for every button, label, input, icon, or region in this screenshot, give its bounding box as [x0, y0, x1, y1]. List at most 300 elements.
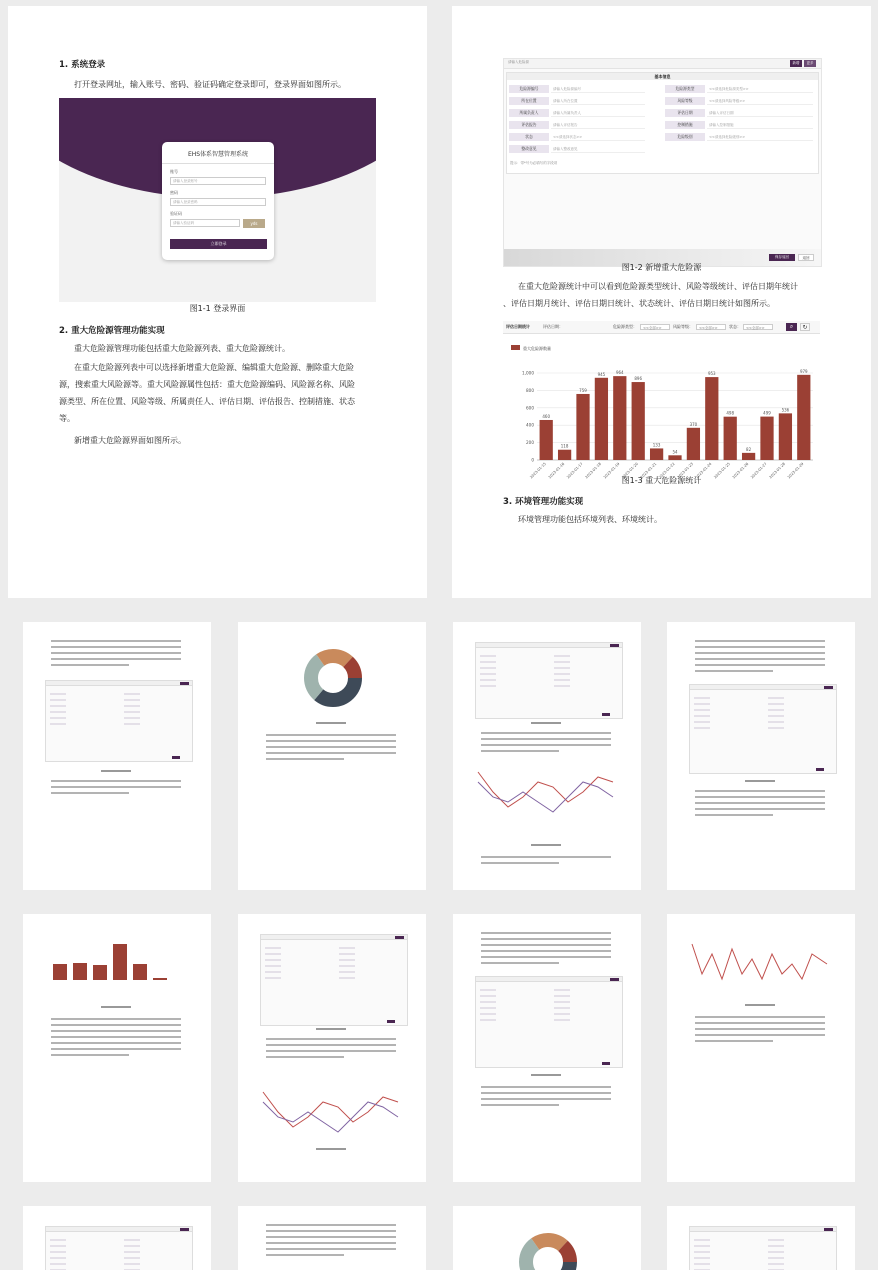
mini-field [50, 1257, 66, 1259]
field-label: 所在位置 [509, 97, 549, 105]
text-line [266, 1224, 396, 1226]
field-label: 所属负责人 [509, 109, 549, 117]
thumbnail-page [667, 1206, 855, 1270]
mini-line-chart [687, 934, 837, 988]
paragraph-5: 环境管理功能包括环境列表、环境统计。 [518, 515, 662, 524]
field-label: 评估日期 [665, 109, 705, 117]
section-1-text: 打开登录网址，输入账号、密码、验证码确定登录即可，登录界面如图所示。 [74, 80, 346, 89]
bar [797, 375, 810, 460]
x-tick-label: 2023-01-27 [750, 461, 768, 480]
mini-field [50, 717, 66, 719]
data-label: 964 [615, 370, 624, 376]
y-tick-label: 400 [526, 422, 534, 428]
thumbnail-page [453, 1206, 641, 1270]
mini-field [768, 703, 784, 705]
text-line [481, 1098, 611, 1100]
thumbnail-page [23, 1206, 211, 1270]
mini-field [480, 667, 496, 669]
text-line [266, 1242, 396, 1244]
text-line [266, 1248, 396, 1250]
text-line [481, 950, 611, 952]
text-line [481, 744, 611, 746]
level-filter-select[interactable]: <<全部>> [696, 324, 726, 330]
text-line [266, 758, 344, 760]
measures-input[interactable]: 请输入控制措施 [707, 121, 813, 129]
text-line [51, 664, 129, 666]
mini-button [824, 686, 833, 689]
text-line [266, 1038, 396, 1040]
field-label: 危险源类型 [665, 85, 705, 93]
text-line [51, 1048, 181, 1050]
mini-field [768, 1245, 784, 1247]
mini-form [475, 976, 623, 1068]
paragraph-1: 重大危险源管理功能包括重大危险源列表、重大危险源统计。 [74, 344, 290, 353]
mini-donut-chart [473, 1222, 623, 1270]
data-label: 953 [707, 371, 716, 377]
hazard-statistics-chart [503, 321, 820, 491]
bar [613, 376, 626, 460]
mini-field [480, 1001, 496, 1003]
x-tick-label: 2023-01-17 [566, 461, 584, 480]
mini-field [124, 717, 140, 719]
text-line [481, 1086, 611, 1088]
stats-tab[interactable]: 评估日期统计 [506, 324, 530, 329]
login-screenshot [59, 98, 376, 302]
text-line [481, 1104, 559, 1106]
refresh-icon[interactable]: ↻ [800, 323, 810, 331]
data-label: 54 [672, 449, 678, 455]
mini-field [694, 727, 710, 729]
figure-1-3-caption: 图1-3 重大危险源统计 [621, 476, 702, 485]
password-label: 密码 [170, 190, 178, 195]
mini-field [265, 965, 281, 967]
mini-field [480, 1013, 496, 1015]
thumbnail-page [238, 1206, 426, 1270]
text-line [51, 1030, 181, 1032]
thumbnail-page [238, 622, 426, 890]
mini-button [610, 644, 619, 647]
basic-info-panel [506, 72, 819, 174]
text-line [695, 1022, 825, 1024]
text-line [266, 1044, 396, 1046]
mini-field [480, 655, 496, 657]
x-tick-label: 2023-01-25 [713, 461, 731, 480]
text-line [481, 956, 611, 958]
mini-form-header [690, 1227, 836, 1232]
status-filter-select[interactable]: <<全部>> [743, 324, 773, 330]
document-page-2 [452, 6, 871, 598]
mini-field [554, 655, 570, 657]
text-line [695, 790, 825, 792]
text-line [481, 938, 611, 940]
mini-form [689, 684, 837, 774]
field-label: 风险等级 [665, 97, 705, 105]
location-input[interactable]: 请输入所在位置 [551, 97, 645, 105]
thumbnail-page [238, 914, 426, 1182]
thumbnail-page [667, 622, 855, 890]
mini-caption [101, 1006, 131, 1008]
text-line [266, 1236, 396, 1238]
mini-field [124, 1245, 140, 1247]
mini-field [265, 953, 281, 955]
mini-caption [745, 1004, 775, 1006]
bar [558, 450, 571, 460]
field-label: 危险源编号 [509, 85, 549, 93]
mini-form-header [46, 1227, 192, 1232]
figure-1-2-caption: 图1-2 新增重大危险源 [621, 263, 702, 272]
mini-field [480, 673, 496, 675]
data-label: 133 [652, 442, 661, 448]
text-line [51, 1024, 181, 1026]
y-tick-label: 1,000 [522, 370, 534, 376]
text-line [51, 652, 181, 654]
section-3-title: 3. 环境管理功能实现 [503, 497, 584, 507]
bar [760, 417, 773, 460]
text-line [51, 1018, 181, 1020]
bar [650, 448, 663, 460]
mini-form-header [690, 685, 836, 690]
text-line [51, 1036, 181, 1038]
thumbnail-page [23, 622, 211, 890]
text-line [695, 814, 773, 816]
mini-field [694, 1257, 710, 1259]
bar [632, 382, 645, 460]
x-tick-label: 2023-01-18 [584, 461, 603, 480]
x-tick-label: 2023-01-28 [768, 461, 787, 480]
x-tick-label: 2023-01-21 [639, 461, 658, 480]
mini-field [339, 971, 355, 973]
mini-form-header [261, 935, 407, 940]
mini-field [768, 715, 784, 717]
text-line [51, 646, 181, 648]
data-label: 460 [542, 413, 551, 419]
text-line [695, 646, 825, 648]
search-input[interactable]: 请输入危险源 [508, 60, 529, 64]
mini-field [124, 711, 140, 713]
text-line [481, 750, 559, 752]
text-line [481, 944, 611, 946]
mini-field [50, 693, 66, 695]
bar [779, 413, 792, 460]
paragraph-4-line-2: 、评估日期月统计、评估日期日统计、状态统计、评估日期日统计如图所示。 [503, 299, 775, 308]
thumbnail-page [453, 914, 641, 1182]
thumbnail-page [667, 914, 855, 1182]
text-line [51, 786, 181, 788]
mini-field [554, 679, 570, 681]
mini-field [694, 1251, 710, 1253]
mini-field [694, 709, 710, 711]
mini-field [480, 989, 496, 991]
paragraph-3: 新增重大危险源界面如图所示。 [74, 436, 186, 445]
save-return-button[interactable]: 保存返回 [769, 254, 795, 261]
paragraph-4-line-1: 在重大危险源统计中可以看到危险源类型统计、风险等级统计、评估日期年统计 [518, 282, 798, 291]
password-input[interactable]: 请输入登录密码 [170, 198, 266, 206]
text-line [695, 664, 825, 666]
paragraph-2-line-2: 源，搜索重大风险源等。重大风险源属性包括：重大危险源编码、风险源名称、风险 [59, 380, 355, 389]
data-label: 118 [560, 443, 569, 449]
mini-field [694, 715, 710, 717]
mini-field [554, 989, 570, 991]
advice-input[interactable]: 请输入整改意见 [551, 145, 645, 153]
text-line [266, 734, 396, 736]
risk-level-select[interactable]: <<请选择风险等级>> [707, 97, 813, 105]
bar [705, 377, 718, 460]
mini-field [694, 1239, 710, 1241]
mini-field [554, 1019, 570, 1021]
mini-field [554, 1001, 570, 1003]
mini-field [480, 995, 496, 997]
mini-field [480, 679, 496, 681]
mini-field [124, 1239, 140, 1241]
mini-save-button [387, 1020, 395, 1023]
mini-field [50, 1251, 66, 1253]
mini-caption [101, 770, 131, 772]
mini-form-header [46, 681, 192, 686]
type-filter-select[interactable]: <<全部>> [640, 324, 670, 330]
text-line [266, 1230, 396, 1232]
mini-caption [316, 1148, 346, 1150]
data-label: 499 [763, 410, 771, 416]
bar [742, 453, 755, 460]
mini-field [124, 693, 140, 695]
captcha-image[interactable]: yds [243, 219, 265, 228]
mini-field [124, 705, 140, 707]
x-tick-label: 2023-01-26 [731, 461, 750, 480]
mini-field [694, 697, 710, 699]
type-filter-label: 危险源类型： [613, 324, 637, 329]
bar [668, 455, 681, 460]
text-line [695, 670, 773, 672]
field-label: 评估报告 [509, 121, 549, 129]
login-button[interactable]: 立即登录 [170, 239, 267, 249]
text-line [51, 1054, 129, 1056]
mini-form [45, 680, 193, 762]
mini-field [339, 959, 355, 961]
mini-field [50, 711, 66, 713]
mini-field [124, 1251, 140, 1253]
text-line [266, 746, 396, 748]
mini-field [768, 697, 784, 699]
owner-input[interactable]: 请输入所属负责人 [551, 109, 645, 117]
mini-field [265, 971, 281, 973]
section-1-title: 1. 系统登录 [59, 60, 106, 70]
mini-field [339, 953, 355, 955]
mini-form-header [476, 977, 622, 982]
mini-donut-chart [258, 638, 408, 722]
mini-field [694, 1245, 710, 1247]
legend-label: 重大危险源数量 [523, 346, 551, 351]
data-label: 370 [689, 421, 698, 427]
hazard-type-select[interactable]: <<请选择危险源类型>> [707, 85, 813, 93]
mini-line-chart [258, 1082, 408, 1141]
level-filter-label: 风险等级： [673, 324, 693, 329]
y-tick-label: 0 [531, 457, 534, 463]
text-line [266, 1056, 344, 1058]
mini-field [694, 1263, 710, 1265]
text-line [695, 1040, 773, 1042]
mini-button [824, 1228, 833, 1231]
mini-form [475, 642, 623, 719]
mini-field [339, 947, 355, 949]
login-card [162, 142, 274, 260]
text-line [695, 658, 825, 660]
mini-field [554, 667, 570, 669]
captcha-input[interactable]: 请输入验证码 [170, 219, 240, 227]
mini-field [50, 699, 66, 701]
data-label: 896 [634, 376, 643, 382]
account-label: 账号 [170, 169, 178, 174]
text-line [266, 1254, 344, 1256]
mini-save-button [602, 713, 610, 716]
text-line [695, 796, 825, 798]
status-select[interactable]: <<请选择状态>> [551, 133, 645, 141]
mini-form [260, 934, 408, 1026]
eval-date-input[interactable]: 请输入评估日期 [707, 109, 813, 117]
mini-field [265, 959, 281, 961]
field-label: 状态 [509, 133, 549, 141]
mini-caption [531, 722, 561, 724]
back-button[interactable]: 返回 [798, 254, 814, 261]
mini-field [124, 699, 140, 701]
x-tick-label: 2023-01-19 [602, 461, 621, 480]
mini-field [480, 685, 496, 687]
paragraph-2-line-1: 在重大危险源列表中可以选择新增重大危险源、编辑重大危险源、删除重大危险 [74, 363, 354, 372]
x-tick-label: 2023-01-20 [621, 461, 639, 480]
mini-save-button [602, 1062, 610, 1065]
mini-caption [316, 722, 346, 724]
text-line [481, 1092, 611, 1094]
mini-field [554, 995, 570, 997]
mini-field [50, 705, 66, 707]
mini-field [768, 1251, 784, 1253]
mini-field [554, 685, 570, 687]
date-filter-label: 评估日期： [543, 324, 563, 329]
bar [576, 394, 589, 460]
mini-field [124, 723, 140, 725]
mini-field [768, 1263, 784, 1265]
figure-1-1-caption: 图1-1 登录界面 [189, 304, 246, 313]
bar [595, 378, 608, 460]
mini-caption [531, 844, 561, 846]
captcha-label: 验证码 [170, 211, 182, 216]
document-page-1 [8, 6, 427, 598]
mini-field [480, 661, 496, 663]
thumbnail-page [453, 622, 641, 890]
mini-button [180, 682, 189, 685]
required-note: 提示：带*号为必填写的字段项 [510, 161, 558, 165]
y-tick-label: 800 [526, 387, 534, 393]
mini-button [180, 1228, 189, 1231]
text-line [695, 802, 825, 804]
mini-caption [745, 780, 775, 782]
x-tick-label: 2023-01-29 [786, 461, 805, 480]
status-filter-label: 状态： [729, 324, 741, 329]
text-line [695, 1028, 825, 1030]
text-line [266, 740, 396, 742]
data-label: 82 [746, 446, 752, 452]
bar [687, 428, 700, 460]
account-input[interactable]: 请输入登录账号 [170, 177, 266, 185]
mini-field [265, 947, 281, 949]
mini-field [768, 1239, 784, 1241]
bar [540, 420, 553, 460]
field-label: 整改意见 [509, 145, 549, 153]
mini-form [45, 1226, 193, 1270]
text-line [481, 856, 611, 858]
hazard-grade-select[interactable]: <<请选择危险级别>> [707, 133, 813, 141]
text-line [481, 962, 559, 964]
text-line [266, 752, 396, 754]
data-label: 759 [579, 387, 587, 393]
mini-field [554, 1007, 570, 1009]
text-line [695, 1034, 825, 1036]
data-label: 945 [597, 371, 606, 377]
text-line [51, 658, 181, 660]
mini-field [124, 1257, 140, 1259]
text-line [481, 732, 611, 734]
thumbnail-page [23, 914, 211, 1182]
text-line [51, 640, 181, 642]
bar-chart [503, 333, 820, 491]
bar [724, 417, 737, 460]
y-tick-label: 600 [526, 405, 534, 411]
text-line [481, 738, 611, 740]
text-line [695, 1016, 825, 1018]
mini-button [610, 978, 619, 981]
mini-field [768, 727, 784, 729]
search-icon[interactable]: ⌕ [786, 323, 797, 331]
x-tick-label: 2023-01-15 [529, 461, 547, 480]
x-tick-label: 2023-01-16 [547, 461, 566, 480]
x-tick-label: 2023-01-24 [694, 461, 713, 480]
divider [162, 163, 274, 164]
mini-field [554, 673, 570, 675]
mini-field [50, 1263, 66, 1265]
text-line [695, 640, 825, 642]
field-label: 危险级别 [665, 133, 705, 141]
mini-field [480, 1019, 496, 1021]
mini-field [768, 721, 784, 723]
mini-bar-chart [43, 934, 193, 988]
paragraph-2-line-4: 等。 [59, 414, 75, 423]
report-input[interactable]: 请输入评估报告 [551, 121, 645, 129]
mini-field [265, 977, 281, 979]
section-2-title: 2. 重大危险源管理功能实现 [59, 326, 165, 336]
mini-field [50, 1239, 66, 1241]
mini-save-button [816, 768, 824, 771]
mini-caption [316, 1028, 346, 1030]
y-tick-label: 200 [526, 440, 534, 446]
mini-field [694, 703, 710, 705]
data-label: 536 [781, 407, 790, 413]
text-line [51, 780, 181, 782]
mini-line-chart [473, 762, 623, 826]
data-label: 498 [726, 410, 735, 416]
data-label: 979 [799, 368, 808, 374]
mini-field [554, 1013, 570, 1015]
add-button[interactable]: 新增 [790, 60, 802, 67]
mini-field [124, 1263, 140, 1265]
mini-field [480, 1007, 496, 1009]
mini-field [50, 1245, 66, 1247]
x-tick-label: 2023-01-23 [676, 461, 695, 480]
text-line [266, 1050, 396, 1052]
form-toolbar [504, 59, 821, 69]
x-tick-label: 2023-01-22 [658, 461, 676, 480]
hazard-code-input[interactable]: 请输入危险源编号 [551, 85, 645, 93]
more-button[interactable]: 更多 [804, 60, 816, 67]
add-hazard-form-screenshot [503, 58, 822, 267]
